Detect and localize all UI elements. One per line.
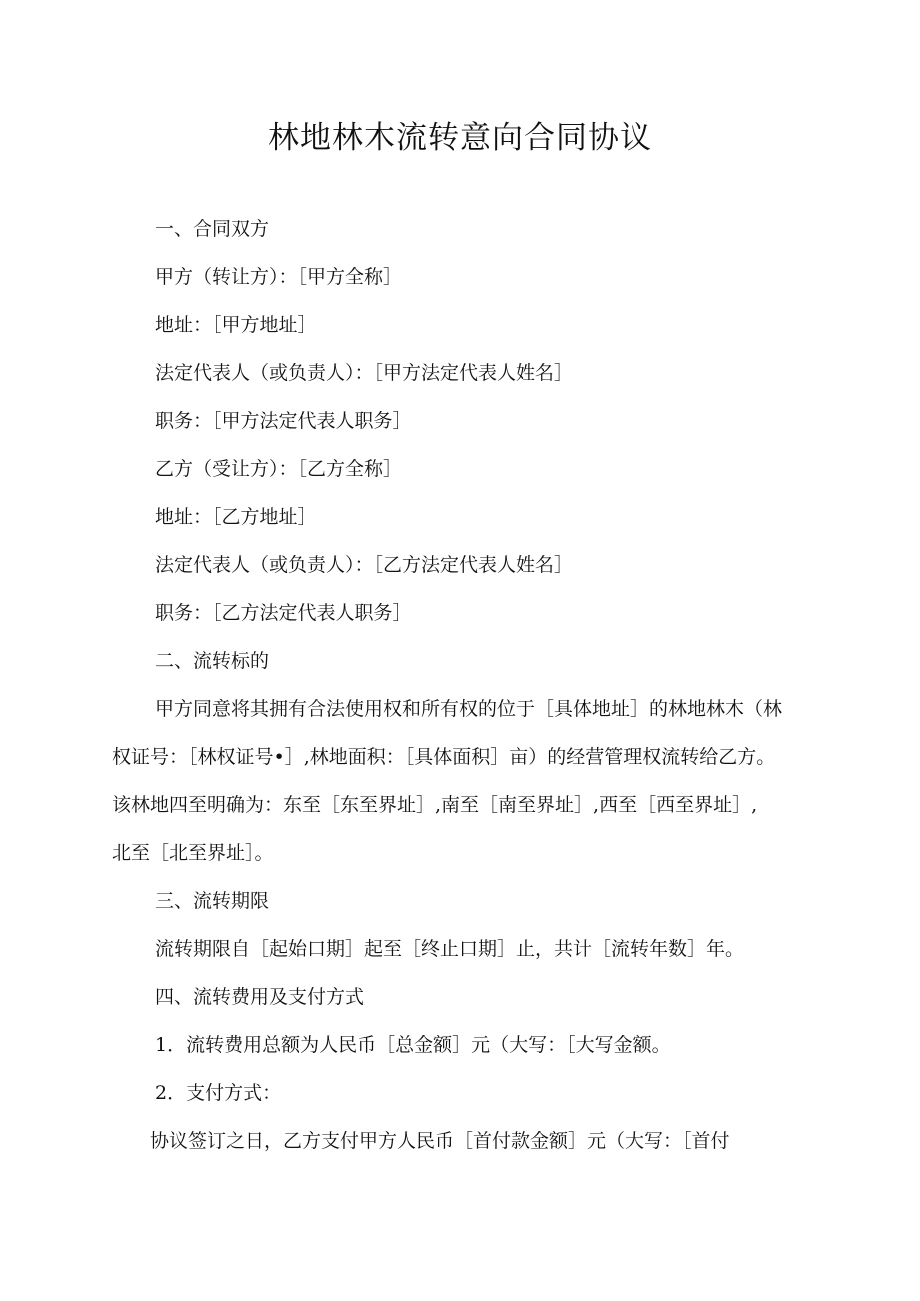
subject-paragraph-line-4: 北至［北至界址］。 <box>112 842 274 864</box>
party-a-address: 地址：［甲方地址］ <box>155 314 317 336</box>
party-a-name: 甲方（转让方）：［甲方全称］ <box>155 266 403 288</box>
term-paragraph: 流转期限自［起始口期］起至［终止口期］止，共计［流转年数］年。 <box>155 938 745 960</box>
fee-item-2: 2．支付方式： <box>155 1082 282 1104</box>
party-b-address: 地址：［乙方地址］ <box>155 506 317 528</box>
party-a-representative: 法定代表人（或负责人）：［甲方法定代表人姓名］ <box>155 362 574 384</box>
section-heading-term: 三、流转期限 <box>155 890 270 912</box>
party-b-title: 职务：［乙方法定代表人职务］ <box>155 602 412 624</box>
fee-item-1: 1．流转费用总额为人民币［总金额］元（大写：［大写金额。 <box>155 1034 671 1056</box>
subject-paragraph-line-2: 权证号：［林权证号•］,林地面积：［具体面积］亩）的经营管理权流转给乙方。 <box>112 746 776 768</box>
section-heading-parties: 一、合同双方 <box>155 218 270 240</box>
document-title: 林地林木流转意向合同协议 <box>268 120 652 156</box>
party-b-name: 乙方（受让方）：［乙方全称］ <box>155 458 403 480</box>
payment-paragraph-line-1: 协议签订之日，乙方支付甲方人民币［首付款金额］元（大写：［首付 <box>150 1130 730 1152</box>
subject-paragraph-line-1: 甲方同意将其拥有合法使用权和所有权的位于［具体地址］的林地林木（林 <box>155 698 783 720</box>
party-b-representative: 法定代表人（或负责人）：［乙方法定代表人姓名］ <box>155 554 574 576</box>
section-heading-subject: 二、流转标的 <box>155 650 270 672</box>
section-heading-fees: 四、流转费用及支付方式 <box>155 986 365 1008</box>
subject-paragraph-line-3: 该林地四至明确为：东至［东至界址］,南至［南至界址］,西至［西至界址］, <box>112 794 758 816</box>
party-a-title: 职务：［甲方法定代表人职务］ <box>155 410 412 432</box>
